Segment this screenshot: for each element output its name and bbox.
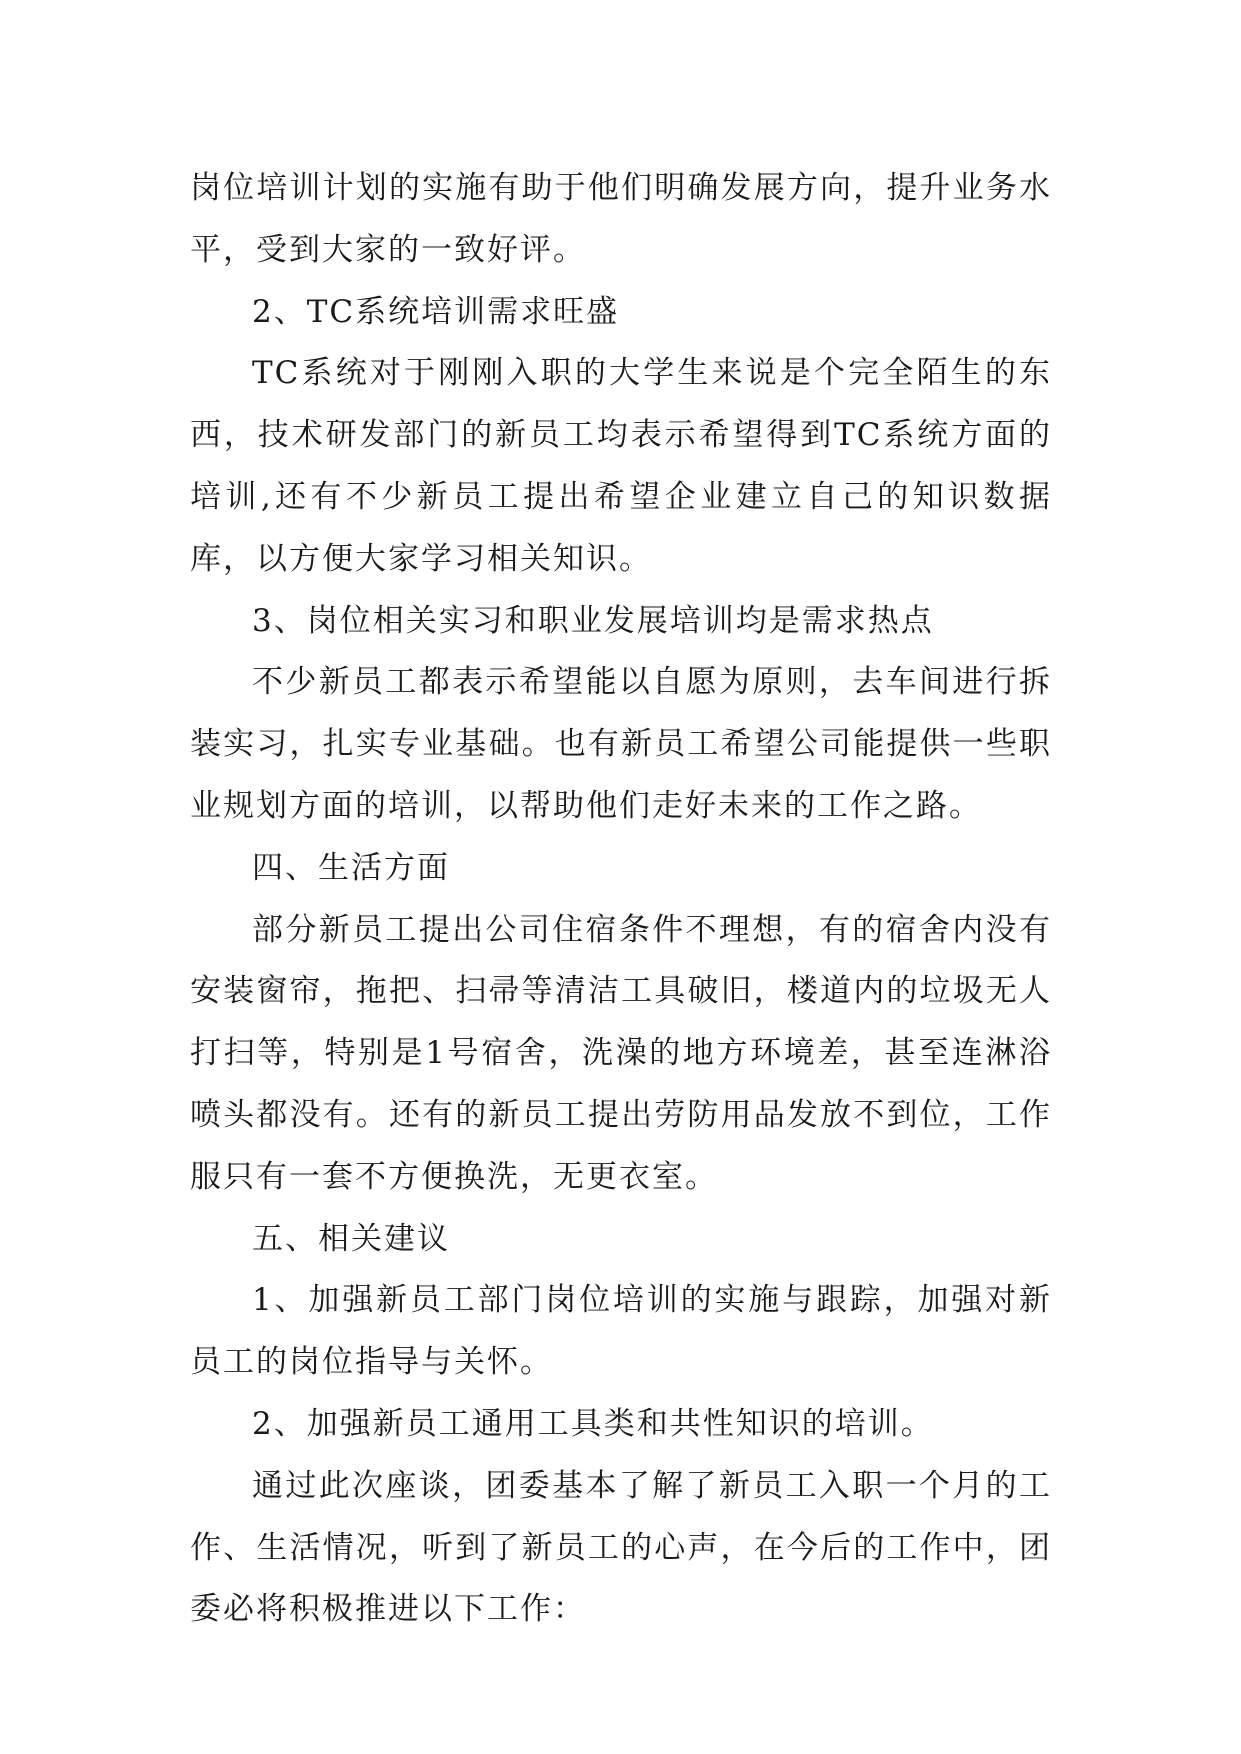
paragraph-training-benefit: 岗位培训计划的实施有助于他们明确发展方向，提升业务水平，受到大家的一致好评。 bbox=[190, 170, 1052, 268]
suggestion-item-1: 1、加强新员工部门岗位培训的实施与跟踪，加强对新员工的岗位指导与关怀。 bbox=[190, 1282, 1052, 1381]
suggestion-item-2: 2、加强新员工通用工具类和共性知识的培训。 bbox=[252, 1405, 934, 1442]
heading-living: 四、生活方面 bbox=[252, 849, 450, 886]
paragraph-internship: 不少新员工都表示希望能以自愿为原则，去车间进行拆装实习，扎实专业基础。也有新员工希望公司能提供一些职业规划方面的培训，以帮助他们走好未来的工作之路。 bbox=[190, 664, 1052, 824]
paragraph-tc-system: TC系统对于刚刚入职的大学生来说是个完全陌生的东西，技术研发部门的新员工均表示希望得到TC系统方面的培训,还有不少新员工提出希望企业建立自己的知识数据库，以方便大家学习相关知识。 bbox=[190, 355, 1052, 577]
heading-internship-career: 3、岗位相关实习和职业发展培训均是需求热点 bbox=[252, 602, 934, 639]
paragraph-conclusion: 通过此次座谈，团委基本了解了新员工入职一个月的工作、生活情况，听到了新员工的心声，在今后的工作中，团委必将积极推进以下工作： bbox=[190, 1467, 1052, 1628]
heading-suggestions: 五、相关建议 bbox=[252, 1220, 450, 1257]
heading-tc-system-demand: 2、TC系统培训需求旺盛 bbox=[252, 293, 620, 330]
paragraph-living: 部分新员工提出公司住宿条件不理想，有的宿舍内没有安装窗帘，拖把、扫帚等清洁工具破旧，楼道内的垃圾无人打扫等，特别是1号宿舍，洗澡的地方环境差，甚至连淋浴喷头都没有。还有的新员工提出劳防用品发放不到位，工作服只有一套不方便换洗，无更衣室。 bbox=[190, 911, 1052, 1195]
document-body bbox=[190, 158, 1052, 1641]
